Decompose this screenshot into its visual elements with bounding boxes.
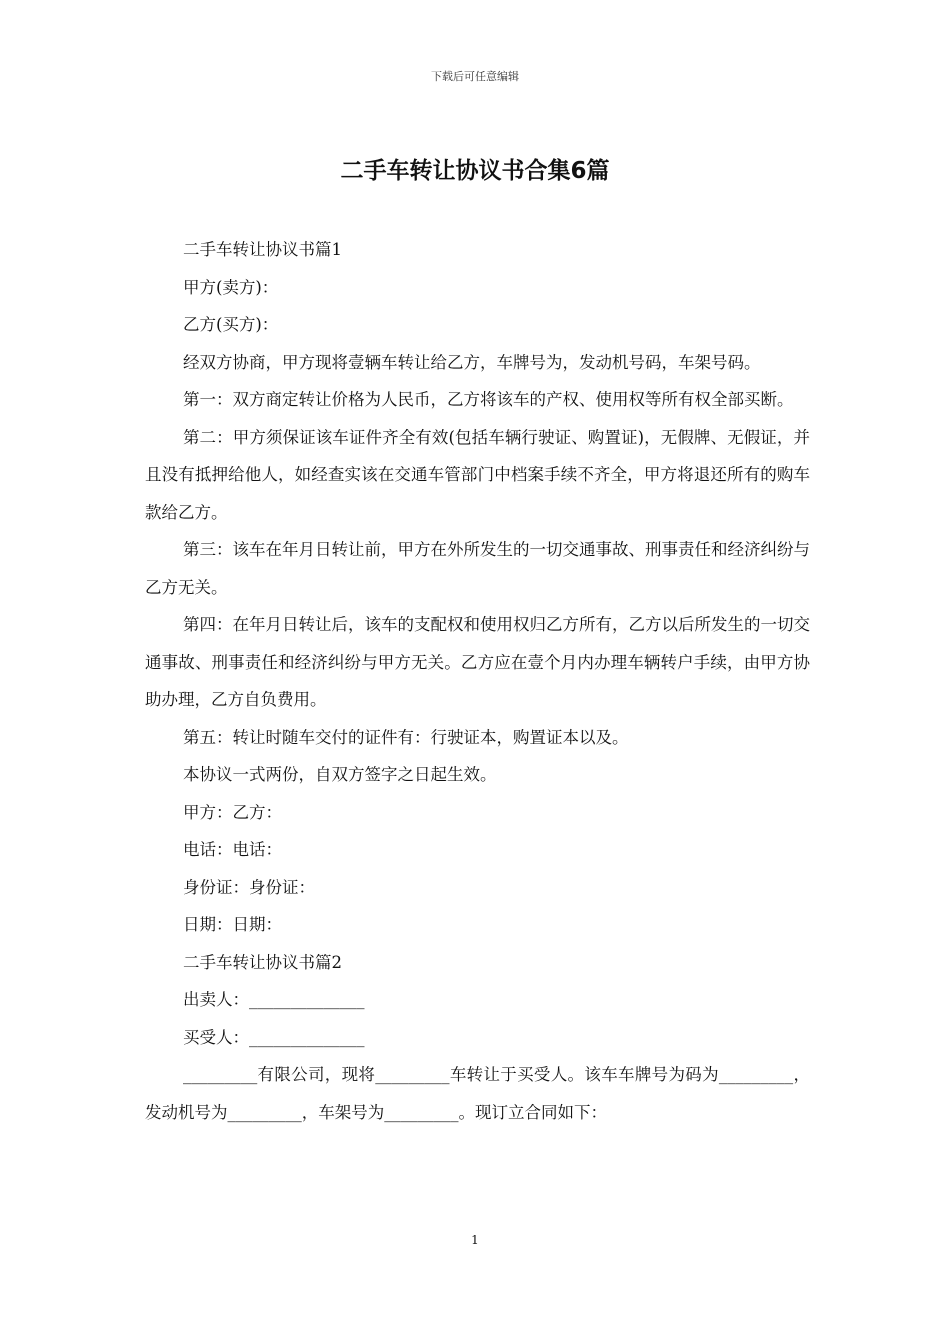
- paragraph: _________有限公司，现将_________车转让于买受人。该车车牌号为码为_________，发动机号为_________，车架号为_________。现订立合同如下：: [145, 1065, 810, 1122]
- document-title: 二手车转让协议书合集6篇: [340, 158, 610, 184]
- document-body: [145, 231, 810, 1131]
- section-heading: 二手车转让协议书篇1: [182, 240, 342, 259]
- header-note: 下载后可任意编辑: [431, 70, 519, 83]
- paragraph: 乙方(买方)：: [182, 315, 279, 334]
- page-number: 1: [471, 1233, 479, 1247]
- paragraph: 第五：转让时随车交付的证件有：行驶证本，购置证本以及。: [182, 727, 629, 747]
- signature-line: 电话：电话：: [182, 840, 282, 859]
- paragraph: 买受人：______________: [182, 1027, 365, 1047]
- paragraph: 本协议一式两份，自双方签字之日起生效。: [182, 765, 497, 784]
- signature-line: 日期：日期：: [182, 915, 282, 934]
- paragraph: 第一：双方商定转让价格为人民币，乙方将该车的产权、使用权等所有权全部买断。: [182, 390, 794, 409]
- paragraph: 出卖人：______________: [182, 990, 365, 1009]
- signature-line: 甲方：乙方：: [182, 802, 282, 822]
- paragraph: 第四：在年月日转让后，该车的支配权和使用权归乙方所有，乙方以后所发生的一切交通事故、刑事责任和经济纠纷与甲方无关。乙方应在壹个月内办理车辆转户手续，由甲方协助办理，乙方自负费用。: [145, 615, 810, 709]
- paragraph: 甲方(卖方)：: [182, 277, 279, 297]
- signature-line: 身份证：身份证：: [182, 877, 315, 897]
- paragraph: 经双方协商，甲方现将壹辆车转让给乙方，车牌号为，发动机号码，车架号码。: [182, 352, 761, 372]
- paragraph: 第三：该车在年月日转让前，甲方在外所发生的一切交通事故、刑事责任和经济纠纷与乙方无关。: [145, 540, 810, 597]
- paragraph: 第二：甲方须保证该车证件齐全有效(包括车辆行驶证、购置证)，无假牌、无假证，并且没有抵押给他人，如经查实该在交通车管部门中档案手续不齐全，甲方将退还所有的购车款给乙方。: [145, 427, 810, 522]
- section-heading: 二手车转让协议书篇2: [182, 952, 342, 972]
